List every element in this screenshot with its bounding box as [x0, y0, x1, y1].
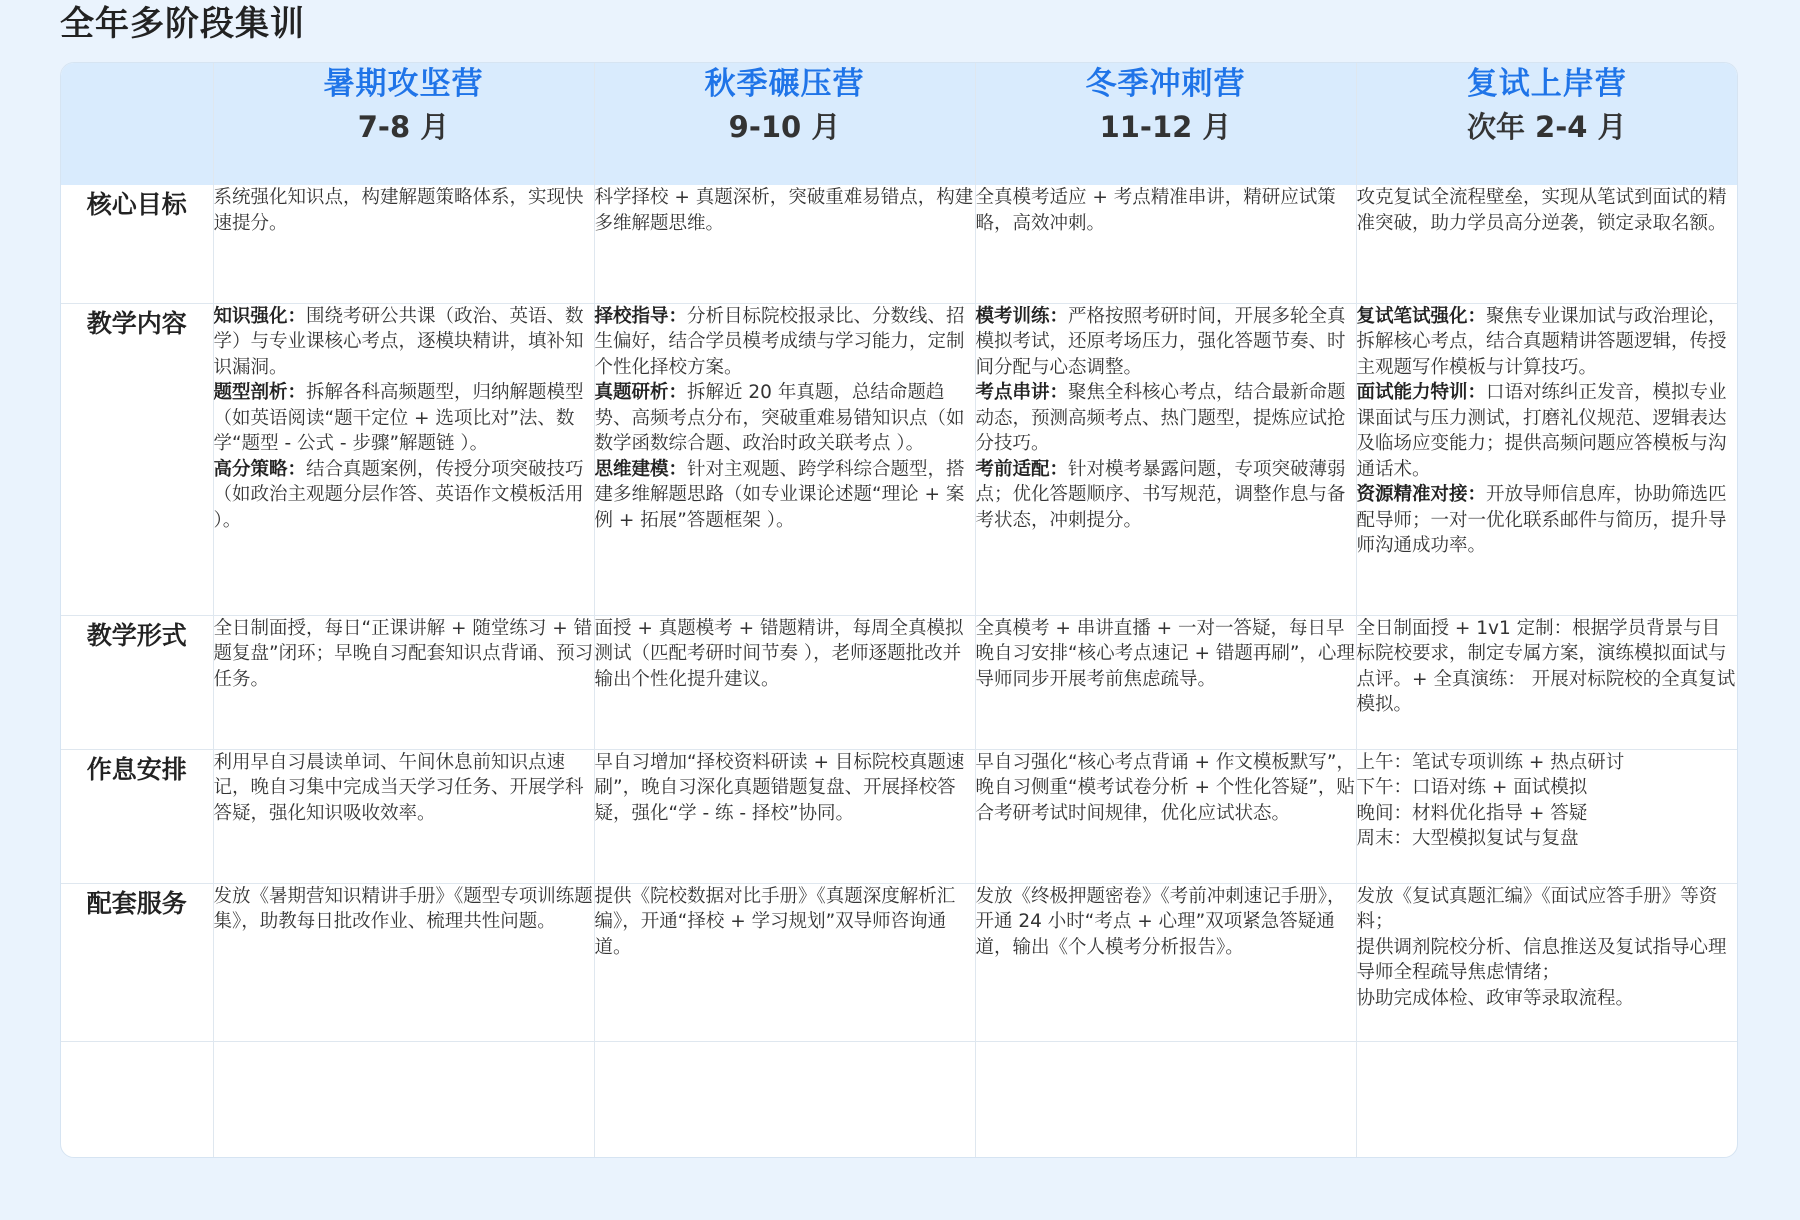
camp-header-winter — [975, 63, 1356, 185]
empty-cell — [594, 1041, 975, 1157]
corner-header-cell — [61, 63, 213, 185]
row-label-content: 教学内容 — [61, 303, 213, 615]
content-item-heading: 真题研析： — [594, 382, 688, 403]
content-item-heading: 高分策略： — [213, 458, 307, 480]
service-line: 提供调剂院校分析、信息推送及复试指导心理导师全程疏导焦虑情绪； — [1356, 936, 1727, 983]
form-cell: 全真模考 + 串讲直播 + 一对一答疑，每日早晚自习安排“核心考点速记 + 错题再刷”，心理导师同步开展考前焦虑疏导。 — [975, 615, 1356, 749]
content-item-text: 严格按照考研时间，开展多轮全真模拟考试，还原考场压力，强化答题节奏、时间分配与心态调整。 — [975, 305, 1346, 378]
content-item-text: 拆解各科高频题型，归纳解题模型（如英语阅读“题干定位 + 选项比对”法、数学“题型 - 公式 - 步骤”解题链 ）。 — [213, 382, 584, 454]
goal-cell: 攻克复试全流程壁垒，实现从笔试到面试的精准突破，助力学员高分逆袭，锁定录取名额。 — [1356, 185, 1737, 303]
camp-header-autumn — [594, 63, 975, 185]
content-item — [214, 304, 594, 381]
content-item-text: 口语对练纠正发音，模拟专业课面试与压力测试，打磨礼仪规范、逻辑表达及临场应变能力；提供高频问题应答模板与沟通话术。 — [1356, 382, 1727, 480]
table-row-form — [61, 615, 1737, 749]
camp-period: 11-12 月 — [1099, 110, 1232, 144]
service-cell — [975, 883, 1356, 1041]
schedule-line: 上午：笔试专项训练 + 热点研讨 — [1356, 751, 1625, 773]
content-item-heading: 思维建模： — [594, 458, 688, 480]
content-item-heading: 考点串讲： — [975, 382, 1069, 403]
content-item-heading: 择校指导： — [594, 305, 688, 327]
content-item-text: 拆解近 20 年真题，总结命题趋势、高频考点分布，突破重难易错知识点（如数学函数综合题、政治时政关联考点 ）。 — [594, 382, 965, 454]
training-schedule-table — [60, 62, 1738, 1158]
content-item-text: 分析目标院校报录比、分数线、招生偏好，结合学员模考成绩与学习能力，定制个性化择校方案。 — [594, 305, 965, 378]
content-cell — [1356, 303, 1737, 615]
content-item — [1357, 380, 1738, 482]
service-cell — [594, 883, 975, 1041]
service-line: 提供《院校数据对比手册》《真题深度解析汇编》，开通“择校 + 学习规划”双导师咨询通道。 — [594, 885, 956, 958]
table-row-content — [61, 303, 1737, 615]
content-item — [595, 380, 975, 457]
schedule-cell — [594, 749, 975, 883]
empty-cell — [61, 1041, 213, 1157]
goal-cell: 科学择校 + 真题深析，突破重难易错点，构建多维解题思维。 — [594, 185, 975, 303]
content-item — [976, 304, 1356, 381]
content-item — [976, 380, 1356, 457]
schedule-cell — [1356, 749, 1737, 883]
schedule-cell — [975, 749, 1356, 883]
schedule-line: 下午：口语对练 + 面试模拟 — [1356, 777, 1588, 798]
table-row-empty — [61, 1041, 1737, 1157]
content-item-heading: 模考训练： — [975, 305, 1069, 327]
schedule-line: 晚间：材料优化指导 + 答疑 — [1356, 802, 1588, 824]
camp-name: 复试上岸营 — [1466, 66, 1627, 102]
content-item-text: 针对主观题、跨学科综合题型，搭建多维解题思路（如专业课论述题“理论 + 案例 + 拓展”答题框架 ）。 — [594, 458, 965, 531]
content-item-heading: 题型剖析： — [213, 382, 307, 403]
service-line: 发放《终极押题密卷》《考前冲刺速记手册》，开通 24 小时“考点 + 心理”双项紧急答疑通道，输出《个人模考分析报告》。 — [975, 885, 1346, 958]
empty-cell — [1356, 1041, 1737, 1157]
camp-header-summer — [213, 63, 594, 185]
camp-period: 9-10 月 — [728, 110, 841, 144]
content-cell — [975, 303, 1356, 615]
schedule-line: 利用早自习晨读单词、午间休息前知识点速记，晚自习集中完成当天学习任务、开展学科答疑，强化知识吸收效率。 — [213, 751, 584, 824]
content-item — [595, 304, 975, 381]
service-line: 发放《暑期营知识精讲手册》《题型专项训练题集》，助教每日批改作业、梳理共性问题。 — [213, 885, 593, 932]
goal-cell: 全真模考适应 + 考点精准串讲，精研应试策略，高效冲刺。 — [975, 185, 1356, 303]
row-label-goal: 核心目标 — [61, 185, 213, 303]
form-cell: 全日制面授 + 1v1 定制：根据学员背景与目标院校要求，制定专属方案，演练模拟面试与点评。+ 全真演练： 开展对标院校的全真复试模拟。 — [1356, 615, 1737, 749]
content-item-text: 开放导师信息库，协助筛选匹配导师；一对一优化联系邮件与简历，提升导师沟通成功率。 — [1356, 484, 1727, 556]
camp-name: 冬季冲刺营 — [1085, 66, 1246, 102]
content-cell — [594, 303, 975, 615]
content-item-text: 聚焦全科核心考点，结合最新命题动态，预测高频考点、热门题型，提炼应试抢分技巧。 — [975, 382, 1346, 454]
form-cell: 面授 + 真题模考 + 错题精讲，每周全真模拟测试（匹配考研时间节奏 ），老师逐题批改并输出个性化提升建议。 — [594, 615, 975, 749]
content-item-text: 结合真题案例，传授分项突破技巧（如政治主观题分层作答、英语作文模板活用 ）。 — [213, 458, 584, 531]
content-cell — [213, 303, 594, 615]
content-item-heading: 考前适配： — [975, 458, 1069, 480]
page-title: 全年多阶段集训 — [60, 4, 305, 44]
content-item-heading: 复试笔试强化： — [1356, 305, 1487, 327]
content-item — [214, 380, 594, 457]
content-item-text: 围绕考研公共课（政治、英语、数学）与专业课核心考点，逐模块精讲，填补知识漏洞。 — [213, 305, 584, 378]
content-item-text: 聚焦专业课加试与政治理论，拆解核心考点，结合真题精讲答题逻辑，传授主观题写作模板与计算技巧。 — [1356, 305, 1727, 378]
camp-name: 暑期攻坚营 — [323, 66, 484, 102]
content-item-heading: 知识强化： — [213, 305, 307, 327]
schedule-line: 早自习增加“择校资料研读 + 目标院校真题速刷”，晚自习深化真题错题复盘、开展择校答疑，强化“学 - 练 - 择校”协同。 — [594, 751, 965, 824]
content-item-heading: 资源精准对接： — [1356, 484, 1487, 505]
table-row-service — [61, 883, 1737, 1041]
empty-cell — [213, 1041, 594, 1157]
camp-period: 次年 2-4 月 — [1466, 110, 1627, 144]
content-item — [595, 457, 975, 534]
content-item — [214, 457, 594, 534]
service-cell — [1356, 883, 1737, 1041]
camp-name: 秋季碾压营 — [704, 66, 865, 102]
empty-cell — [975, 1041, 1356, 1157]
table-row-goal — [61, 185, 1737, 303]
row-label-form: 教学形式 — [61, 615, 213, 749]
service-cell — [213, 883, 594, 1041]
row-label-service: 配套服务 — [61, 883, 213, 1041]
camp-header-retest — [1356, 63, 1737, 185]
content-item-text: 针对模考暴露问题，专项突破薄弱点；优化答题顺序、书写规范，调整作息与备考状态，冲刺提分。 — [975, 458, 1346, 531]
content-item — [976, 457, 1356, 534]
schedule-cell — [213, 749, 594, 883]
table-row-schedule — [61, 749, 1737, 883]
row-label-schedule: 作息安排 — [61, 749, 213, 883]
service-line: 协助完成体检、政审等录取流程。 — [1356, 987, 1635, 1009]
schedule-line: 周末：大型模拟复试与复盘 — [1356, 828, 1579, 849]
content-item — [1357, 304, 1738, 381]
form-cell: 全日制面授，每日“正课讲解 + 随堂练习 + 错题复盘”闭环；早晚自习配套知识点背诵、预习任务。 — [213, 615, 594, 749]
schedule-line: 早自习强化“核心考点背诵 + 作文模板默写”，晚自习侧重“模考试卷分析 + 个性化答疑”，贴合考研考试时间规律，优化应试状态。 — [975, 751, 1355, 824]
content-item — [1357, 482, 1738, 559]
content-item-heading: 面试能力特训： — [1356, 382, 1487, 403]
camp-period: 7-8 月 — [357, 110, 450, 144]
goal-cell: 系统强化知识点，构建解题策略体系，实现快速提分。 — [213, 185, 594, 303]
service-line: 发放《复试真题汇编》《面试应答手册》等资料； — [1356, 885, 1718, 932]
